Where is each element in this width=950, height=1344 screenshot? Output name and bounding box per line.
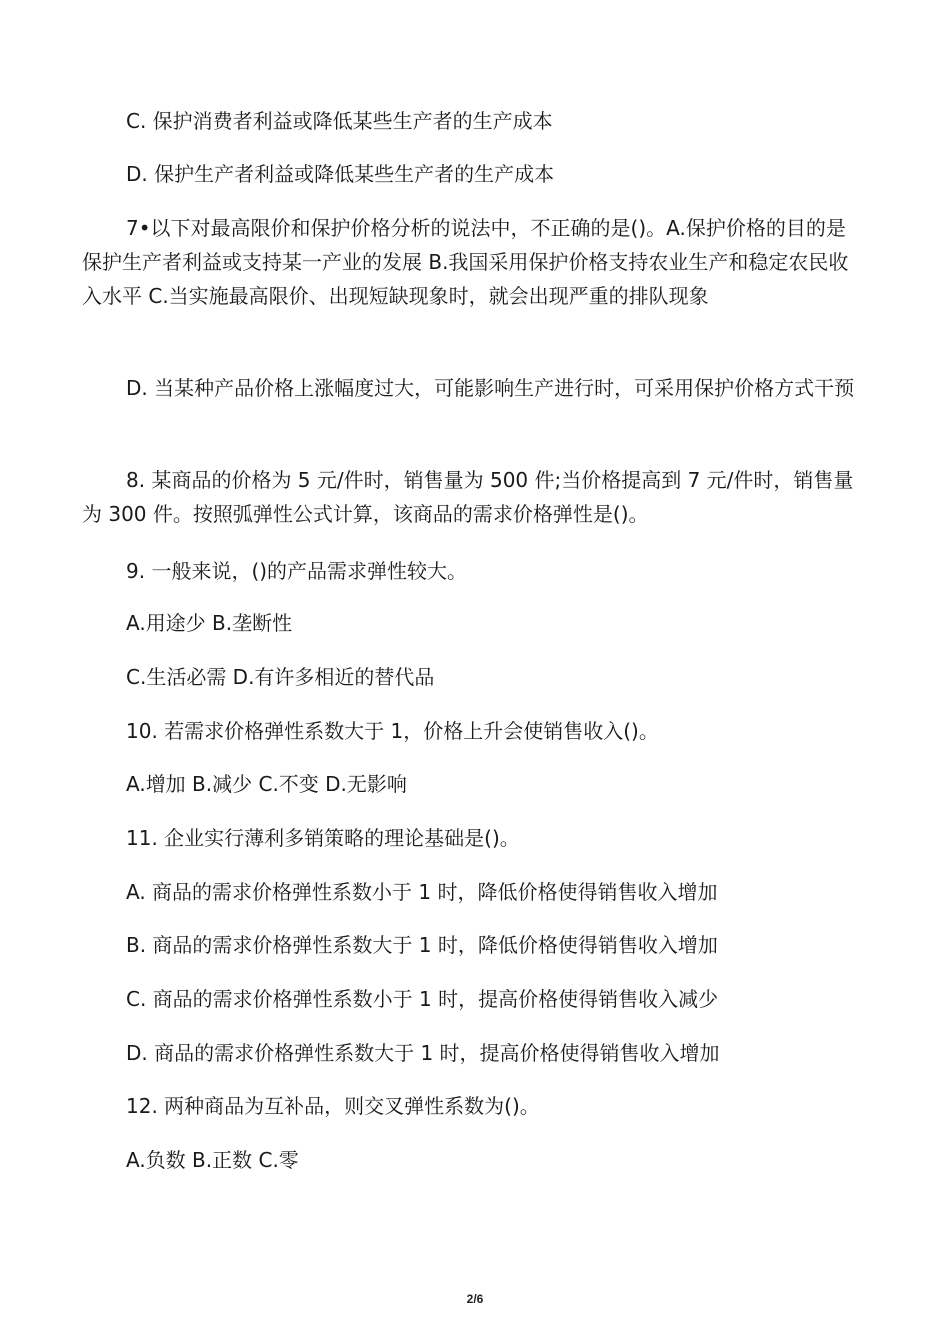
page-number: 2/6 [466,1292,484,1306]
question-12-options: A.负数 B.正数 C.零 [126,1148,299,1172]
question-7-option-d: D. 当某种产品价格上涨幅度过大，可能影响生产进行时，可采用保护价格方式干预 [126,376,855,400]
question-8: 8. 某商品的价格为 5 元/件时，销售量为 500 件;当价格提高到 7 元/件时，销售量为 300 件。按照弧弹性公式计算，该商品的需求价格弹性是()。 [82,468,854,526]
question-11-option-d: D. 商品的需求价格弹性系数大于 1 时，提高价格使得销售收入增加 [126,1041,720,1065]
question-12: 12. 两种商品为互补品，则交叉弹性系数为()。 [126,1094,540,1118]
question-10: 10. 若需求价格弹性系数大于 1，价格上升会使销售收入()。 [126,719,659,743]
question-9-options-ab: A.用途少 B.垄断性 [126,611,293,635]
option-c-line: C. 保护消费者利益或降低某些生产者的生产成本 [126,109,553,133]
question-11-option-c: C. 商品的需求价格弹性系数小于 1 时，提高价格使得销售收入减少 [126,987,719,1011]
question-11: 11. 企业实行薄利多销策略的理论基础是()。 [126,826,520,850]
question-11-option-a: A. 商品的需求价格弹性系数小于 1 时，降低价格使得销售收入增加 [126,880,718,904]
question-11-option-b: B. 商品的需求价格弹性系数大于 1 时，降低价格使得销售收入增加 [126,933,718,957]
question-10-options: A.增加 B.减少 C.不变 D.无影响 [126,772,407,796]
option-d-line: D. 保护生产者利益或降低某些生产者的生产成本 [126,162,555,186]
question-9-options-cd: C.生活必需 D.有许多相近的替代品 [126,665,435,689]
question-7: 7•以下对最高限价和保护价格分析的说法中，不正确的是()。A.保护价格的目的是保护生产者利益或支持某一产业的发展 B.我国采用保护价格支持农业生产和稳定农民收入水平 C.当实施最高限价、出现短缺现象时，就会出现严重的排队现象 [82,216,849,308]
question-9: 9. 一般来说，()的产品需求弹性较大。 [126,559,468,583]
